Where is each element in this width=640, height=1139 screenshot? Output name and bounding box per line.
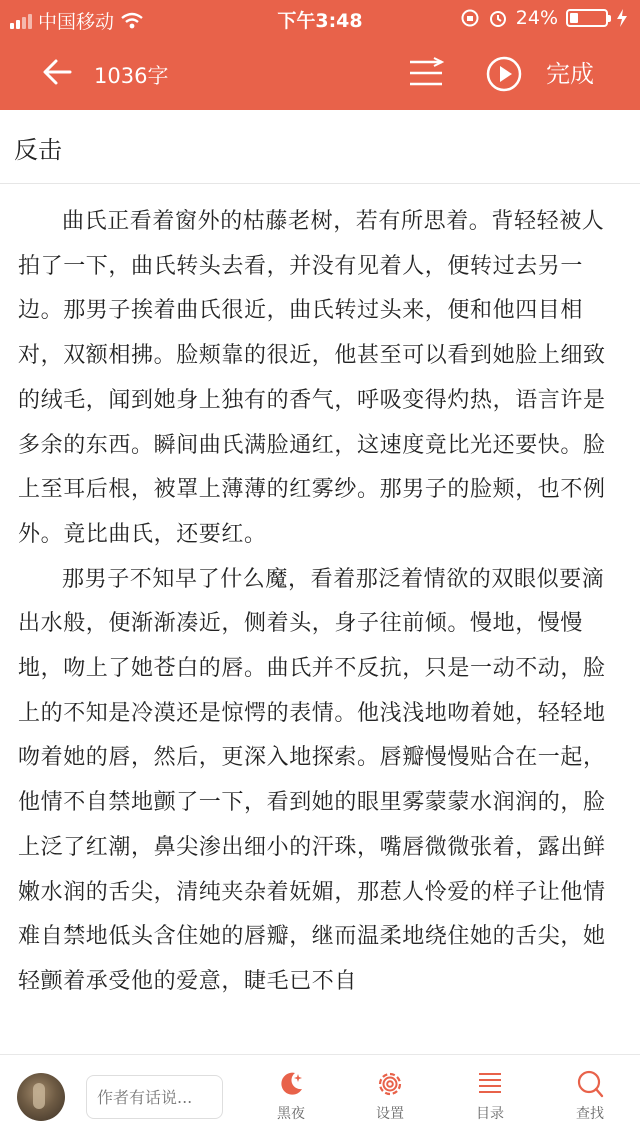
chapter-title-area xyxy=(0,110,640,184)
paragraph: 曲氏正看着窗外的枯藤老树，若有所思着。背轻轻被人拍了一下，曲氏转头去看，并没有见着人，便转过去另一边。那男子挨着曲氏很近，曲氏转过头来，便和他四目相对，双额相拂。脸颊靠的很近，他甚至可以看到她脸上细致的绒毛，闻到她身上独有的香气，呼吸变得灼热，语言许是多余的东西。瞬间曲氏满脸通红，这速度竟比光还要快。脸上至耳后根，被罩上薄薄的红雾纱。那男子的脸颊，也不例外。竟比曲氏，还要红。 xyxy=(18,209,606,547)
status-time: 下午3:48 xyxy=(277,10,363,32)
avatar[interactable] xyxy=(17,1073,65,1121)
search-label: 查找 xyxy=(576,1106,604,1122)
battery-percent: 24% xyxy=(515,7,558,29)
night-mode-button[interactable] xyxy=(261,1069,321,1123)
orientation-lock-icon xyxy=(460,8,480,28)
carrier-label: 中国移动 xyxy=(38,11,115,33)
search-button[interactable] xyxy=(560,1069,620,1123)
toc-button[interactable] xyxy=(460,1069,520,1123)
paragraph: 那男子不知早了什么魔，看着那泛着情欲的双眼似要滴出水般，便渐渐凑近，侧着头，身子往前倾。慢地，慢慢地，吻上了她苍白的唇。曲氏并不反抗，只是一动不动，脸上的不知是冷漠还是惊愕的表情。他浅浅地吻着她，轻轻地吻着她的唇，然后，更深入地探索。唇瓣慢慢贴合在一起，他情不自禁地颤了一下，看到她的眼里雾蒙蒙水润润的，脸上泛了红潮，鼻尖渗出细小的汗珠，嘴唇微微张着，露出鲜嫩水润的舌尖，清纯夹杂着妩媚，那惹人怜爱的样子让他情难自禁地低头含住她的唇瓣，继而温柔地绕住她的舌尖，她轻颤着承受他的爱意，睫毛已不自 xyxy=(18,566,606,994)
format-list-icon[interactable] xyxy=(408,56,444,90)
list-icon xyxy=(475,1069,505,1099)
night-mode-label: 黑夜 xyxy=(277,1106,305,1122)
play-icon[interactable] xyxy=(486,56,522,92)
settings-label: 设置 xyxy=(376,1106,404,1122)
battery-icon xyxy=(566,9,608,27)
status-right xyxy=(460,7,628,29)
settings-button[interactable] xyxy=(360,1069,420,1123)
alarm-icon xyxy=(488,8,508,28)
back-arrow-icon[interactable] xyxy=(40,54,76,90)
done-button[interactable]: 完成 xyxy=(546,60,594,88)
chapter-title[interactable]: 反击 xyxy=(14,136,62,164)
moon-icon xyxy=(276,1069,306,1099)
chapter-content[interactable] xyxy=(18,200,622,1052)
battery-fill xyxy=(570,13,578,23)
charging-icon xyxy=(616,9,628,27)
word-count: 1036字 xyxy=(94,64,169,88)
bottom-toolbar xyxy=(0,1054,640,1139)
nav-bar xyxy=(0,36,640,110)
toc-label: 目录 xyxy=(476,1106,504,1122)
search-icon xyxy=(575,1069,605,1099)
gear-icon xyxy=(375,1069,405,1099)
author-note-input[interactable] xyxy=(86,1075,223,1119)
top-bar xyxy=(0,0,640,110)
status-bar xyxy=(0,0,640,36)
